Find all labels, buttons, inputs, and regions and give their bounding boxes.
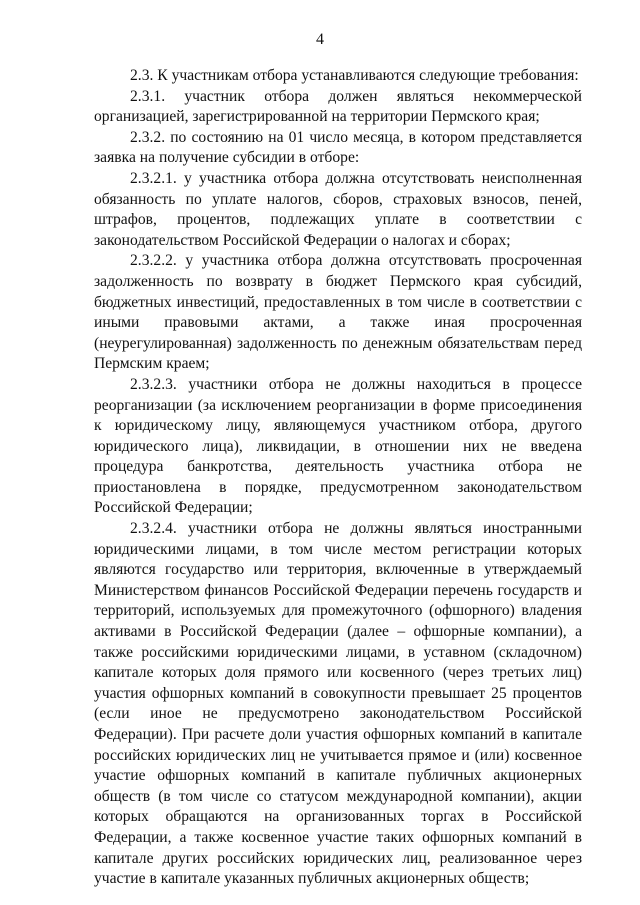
- paragraph-2-3-2-1: 2.3.2.1. у участника отбора должна отсутствовать неисполненная обязанность по уплате налогов, сборов, страховых взносов, пеней, штрафов, процентов, подлежащих уплате в соответствии с законодательством Российской Федерации о налогах и сборах;: [94, 169, 582, 249]
- paragraph-2-3-1: 2.3.1. участник отбора должен являться некоммерческой организацией, зарегистрированной на территории Пермского края;: [94, 87, 582, 126]
- paragraph-2-3-2-4: 2.3.2.4. участники отбора не должны являться иностранными юридическими лицами, в том числе местом регистрации которых являются государство или территория, включенные в утверждаемый Министерством финансов Российской Федерации перечень государств и территорий, используемых для промежуточного (офшорного) владения активами в Российской Федерации (далее – офшорные компании), а также российскими юридическими лицами, в уставном (складочном) капитале которых доля прямого или косвенного (через третьих лиц) участия офшорных компаний в совокупности превышает 25 процентов (если иное не предусмотрено законодательством Российской Федерации). При расчете доли участия офшорных компаний в капитале российских юридических лиц не учитывается прямое и (или) косвенное участие офшорных компаний в капитале публичных акционерных обществ (в том числе со статусом международной компании), акции которых обращаются на организованных торгах в Российской Федерации, а также косвенное участие таких офшорных компаний в капитале других российских юридических лиц, реализованное через участие в капитале указанных публичных акционерных обществ;: [94, 520, 582, 888]
- paragraph-2-3-2-3: 2.3.2.3. участники отбора не должны находиться в процессе реорганизации (за исключением реорганизации в форме присоединения к юридическому лицу, являющемуся участником отбора, другого юридического лица), ликвидации, в отношении них не введена процедура банкротства, деятельность участника отбора не приостановлена в порядке, предусмотренном законодательством Российской Федерации;: [94, 375, 582, 517]
- paragraph-2-3-2: 2.3.2. по состоянию на 01 число месяца, в котором представляется заявка на получение субсидии в отборе:: [94, 128, 582, 167]
- paragraph-2-3-2-2: 2.3.2.2. у участника отбора должна отсутствовать просроченная задолженность по возврату в бюджет Пермского края субсидий, бюджетных инвестиций, предоставленных в том числе в соответствии с иными правовыми актами, а также иная просроченная (неурегулированная) задолженность по денежным обязательствам перед Пермским краем;: [94, 252, 582, 373]
- page-number: 4: [316, 31, 324, 48]
- paragraph-2-3: 2.3. К участникам отбора устанавливаются следующие требования:: [130, 67, 579, 84]
- document-body: [94, 66, 582, 890]
